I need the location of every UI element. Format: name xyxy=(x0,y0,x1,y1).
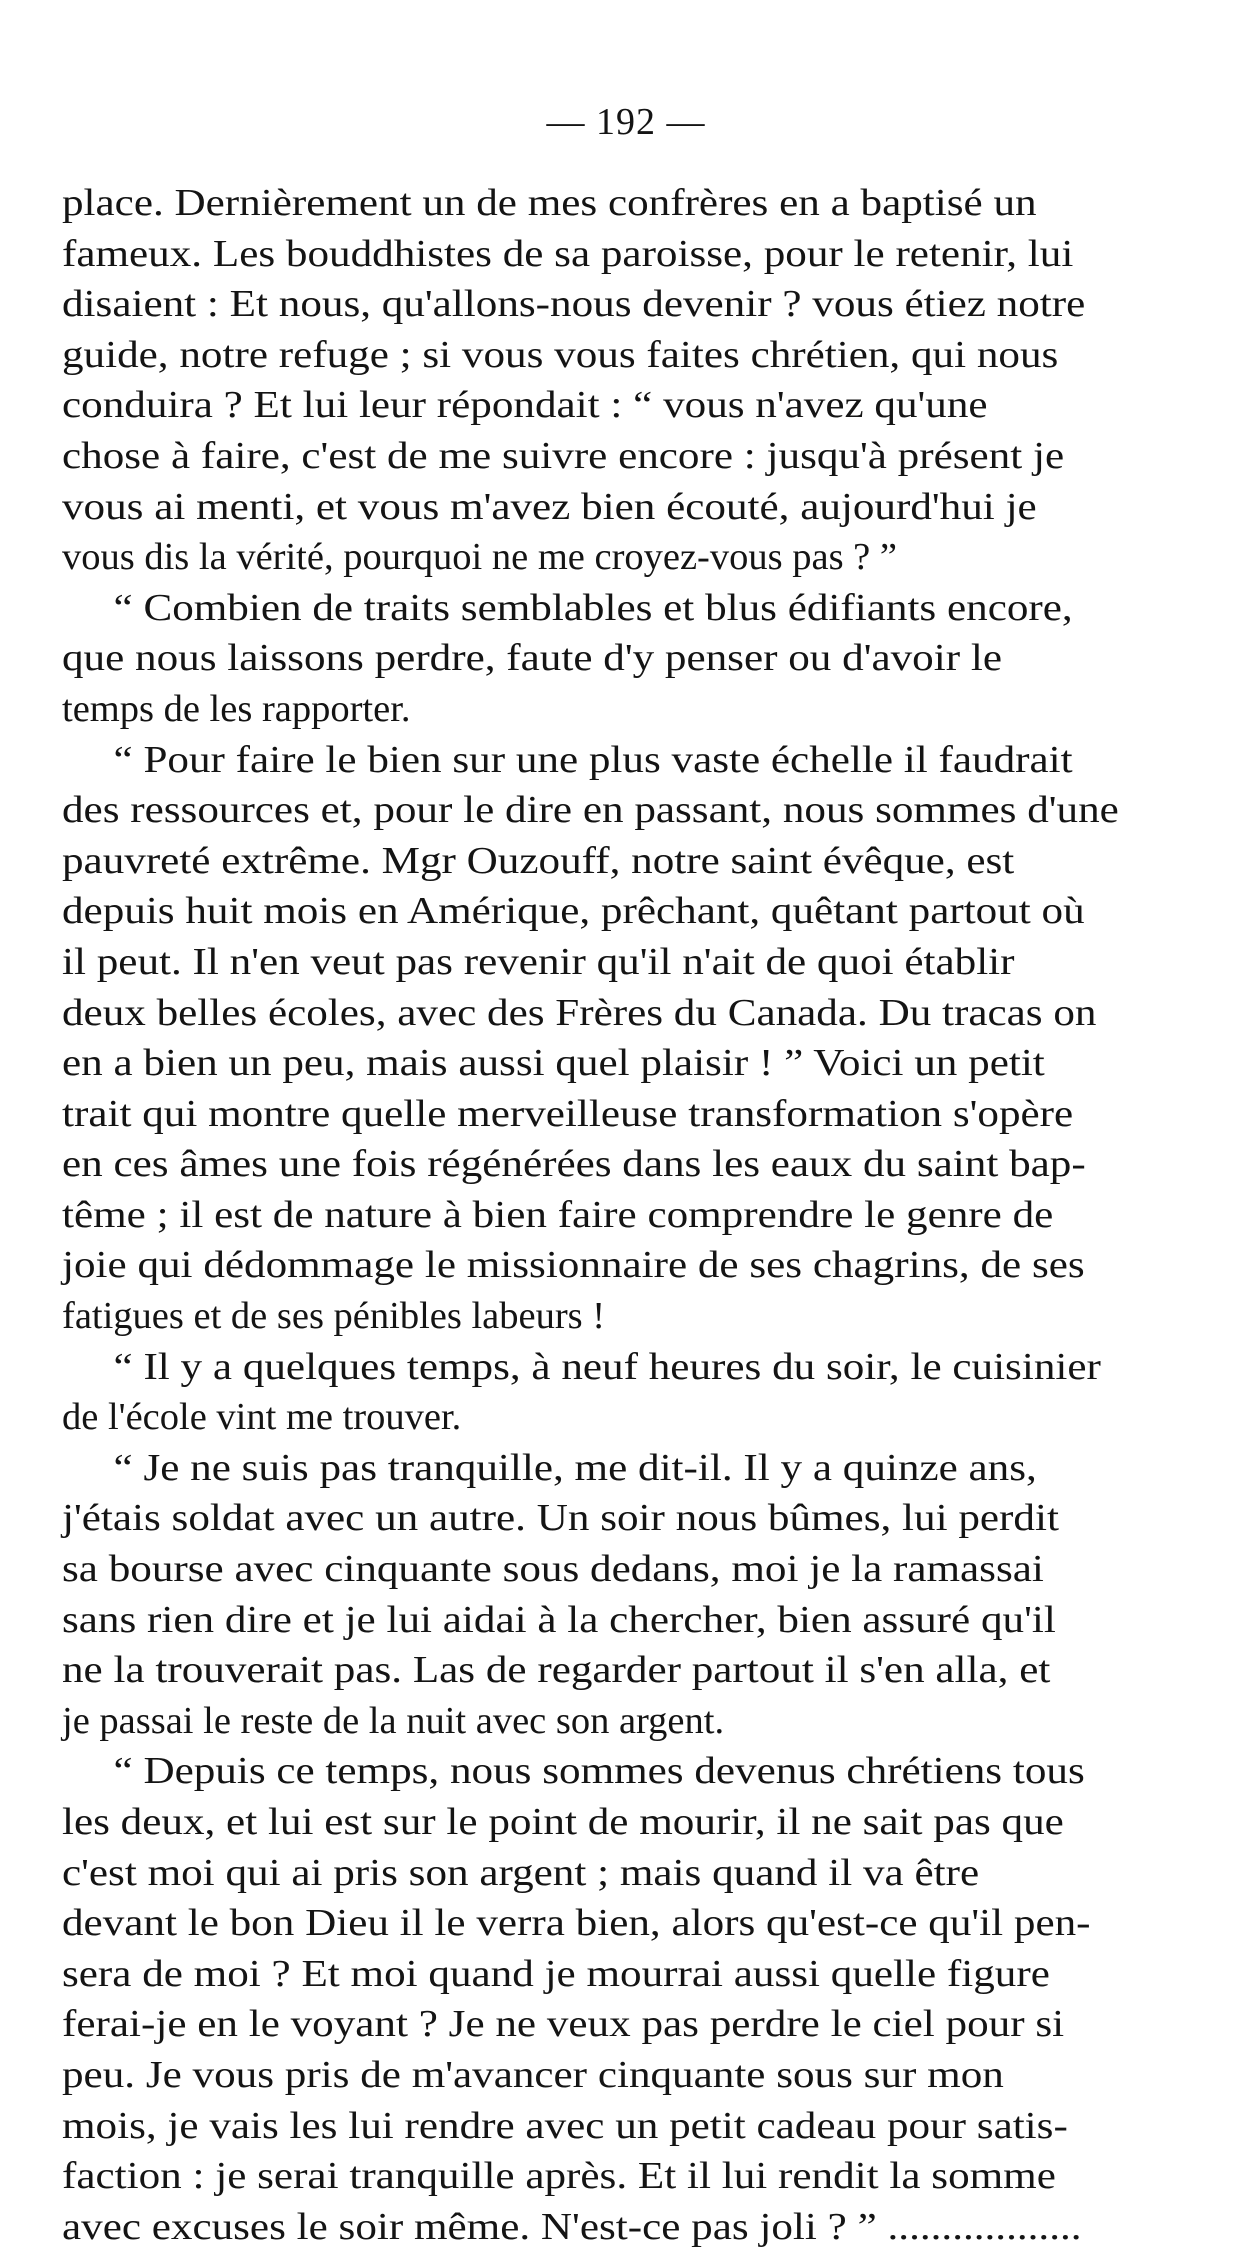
text-line: guide, notre refuge ; si vous vous faites chrétien, qui nous xyxy=(62,333,1059,376)
text-line: des ressources et, pour le dire en passant, nous sommes d'une xyxy=(62,789,1119,832)
text-line: fatigues et de ses pénibles labeurs ! xyxy=(62,1295,606,1338)
text-line: avec excuses le soir même. N'est-ce pas joli ? ” .................. xyxy=(62,2205,1082,2248)
text-line: deux belles écoles, avec des Frères du Canada. Du tracas on xyxy=(62,991,1097,1034)
text-line: tême ; il est de nature à bien faire comprendre le genre de xyxy=(62,1193,1054,1236)
text-line: joie qui dédommage le missionnaire de ses chagrins, de ses xyxy=(62,1244,1085,1287)
text-line: peu. Je vous pris de m'avancer cinquante sous sur mon xyxy=(62,2053,1004,2096)
text-line: que nous laissons perdre, faute d'y penser ou d'avoir le xyxy=(62,637,1002,680)
text-line: chose à faire, c'est de me suivre encore : jusqu'à présent je xyxy=(62,434,1065,477)
text-line: ne la trouverait pas. Las de regarder partout il s'en alla, et xyxy=(62,1649,1051,1692)
text-line: temps de les rapporter. xyxy=(62,687,411,730)
text-line: place. Dernièrement un de mes confrères en a baptisé un xyxy=(62,182,1037,224)
text-line: devant le bon Dieu il le verra bien, alors qu'est-ce qu'il pen- xyxy=(62,1902,1091,1945)
text-line: ferai-je en le voyant ? Je ne veux pas perdre le ciel pour si xyxy=(62,2003,1065,2046)
text-line: de l'école vint me trouver. xyxy=(62,1396,462,1439)
text-line: c'est moi qui ai pris son argent ; mais quand il va être xyxy=(62,1851,980,1894)
text-line: les deux, et lui est sur le point de mourir, il ne sait pas que xyxy=(62,1801,1064,1843)
text-line: “ Pour faire le bien sur une plus vaste échelle il faudrait xyxy=(113,738,1073,781)
text-line: faction : je serai tranquille après. Et il lui rendit la somme xyxy=(62,2155,1056,2198)
text-line: trait qui montre quelle merveilleuse transformation s'opère xyxy=(62,1092,1074,1135)
text-line: sans rien dire et je lui aidai à la chercher, bien assuré qu'il xyxy=(62,1598,1056,1641)
text-line: fameux. Les bouddhistes de sa paroisse, pour le retenir, lui xyxy=(62,232,1074,275)
text-line: je passai le reste de la nuit avec son argent. xyxy=(62,1699,725,1742)
page-number: — 192 — xyxy=(546,101,706,143)
text-line: en ces âmes une fois régénérées dans les eaux du saint bap- xyxy=(62,1143,1086,1186)
text-line: “ Depuis ce temps, nous sommes devenus chrétiens tous xyxy=(113,1750,1085,1793)
text-line: depuis huit mois en Amérique, prêchant, quêtant partout où xyxy=(62,890,1085,933)
text-line: “ Je ne suis pas tranquille, me dit-il. Il y a quinze ans, xyxy=(113,1446,1037,1489)
text-line: sera de moi ? Et moi quand je mourrai aussi quelle figure xyxy=(62,1952,1050,1995)
text-line: disaient : Et nous, qu'allons-nous devenir ? vous étiez notre xyxy=(62,283,1086,326)
text-line: mois, je vais les lui rendre avec un petit cadeau pour satis- xyxy=(62,2104,1068,2147)
text-line: pauvreté extrême. Mgr Ouzouff, notre saint évêque, est xyxy=(62,839,1015,882)
text-line: vous dis la vérité, pourquoi ne me croyez-vous pas ? ” xyxy=(62,536,897,579)
body-text xyxy=(62,178,1192,2252)
text-line: “ Il y a quelques temps, à neuf heures du soir, le cuisinier xyxy=(113,1345,1101,1388)
text-line: sa bourse avec cinquante sous dedans, moi je la ramassai xyxy=(62,1548,1044,1591)
text-line: j'étais soldat avec un autre. Un soir nous bûmes, lui perdit xyxy=(62,1497,1059,1540)
text-line: il peut. Il n'en veut pas revenir qu'il n'ait de quoi établir xyxy=(62,940,1015,983)
text-line: vous ai menti, et vous m'avez bien écouté, aujourd'hui je xyxy=(62,485,1037,528)
text-line: en a bien un peu, mais aussi quel plaisir ! ” Voici un petit xyxy=(62,1042,1045,1085)
text-line: “ Combien de traits semblables et blus édifiants encore, xyxy=(113,586,1073,629)
text-line: conduira ? Et lui leur répondait : “ vous n'avez qu'une xyxy=(62,384,988,427)
